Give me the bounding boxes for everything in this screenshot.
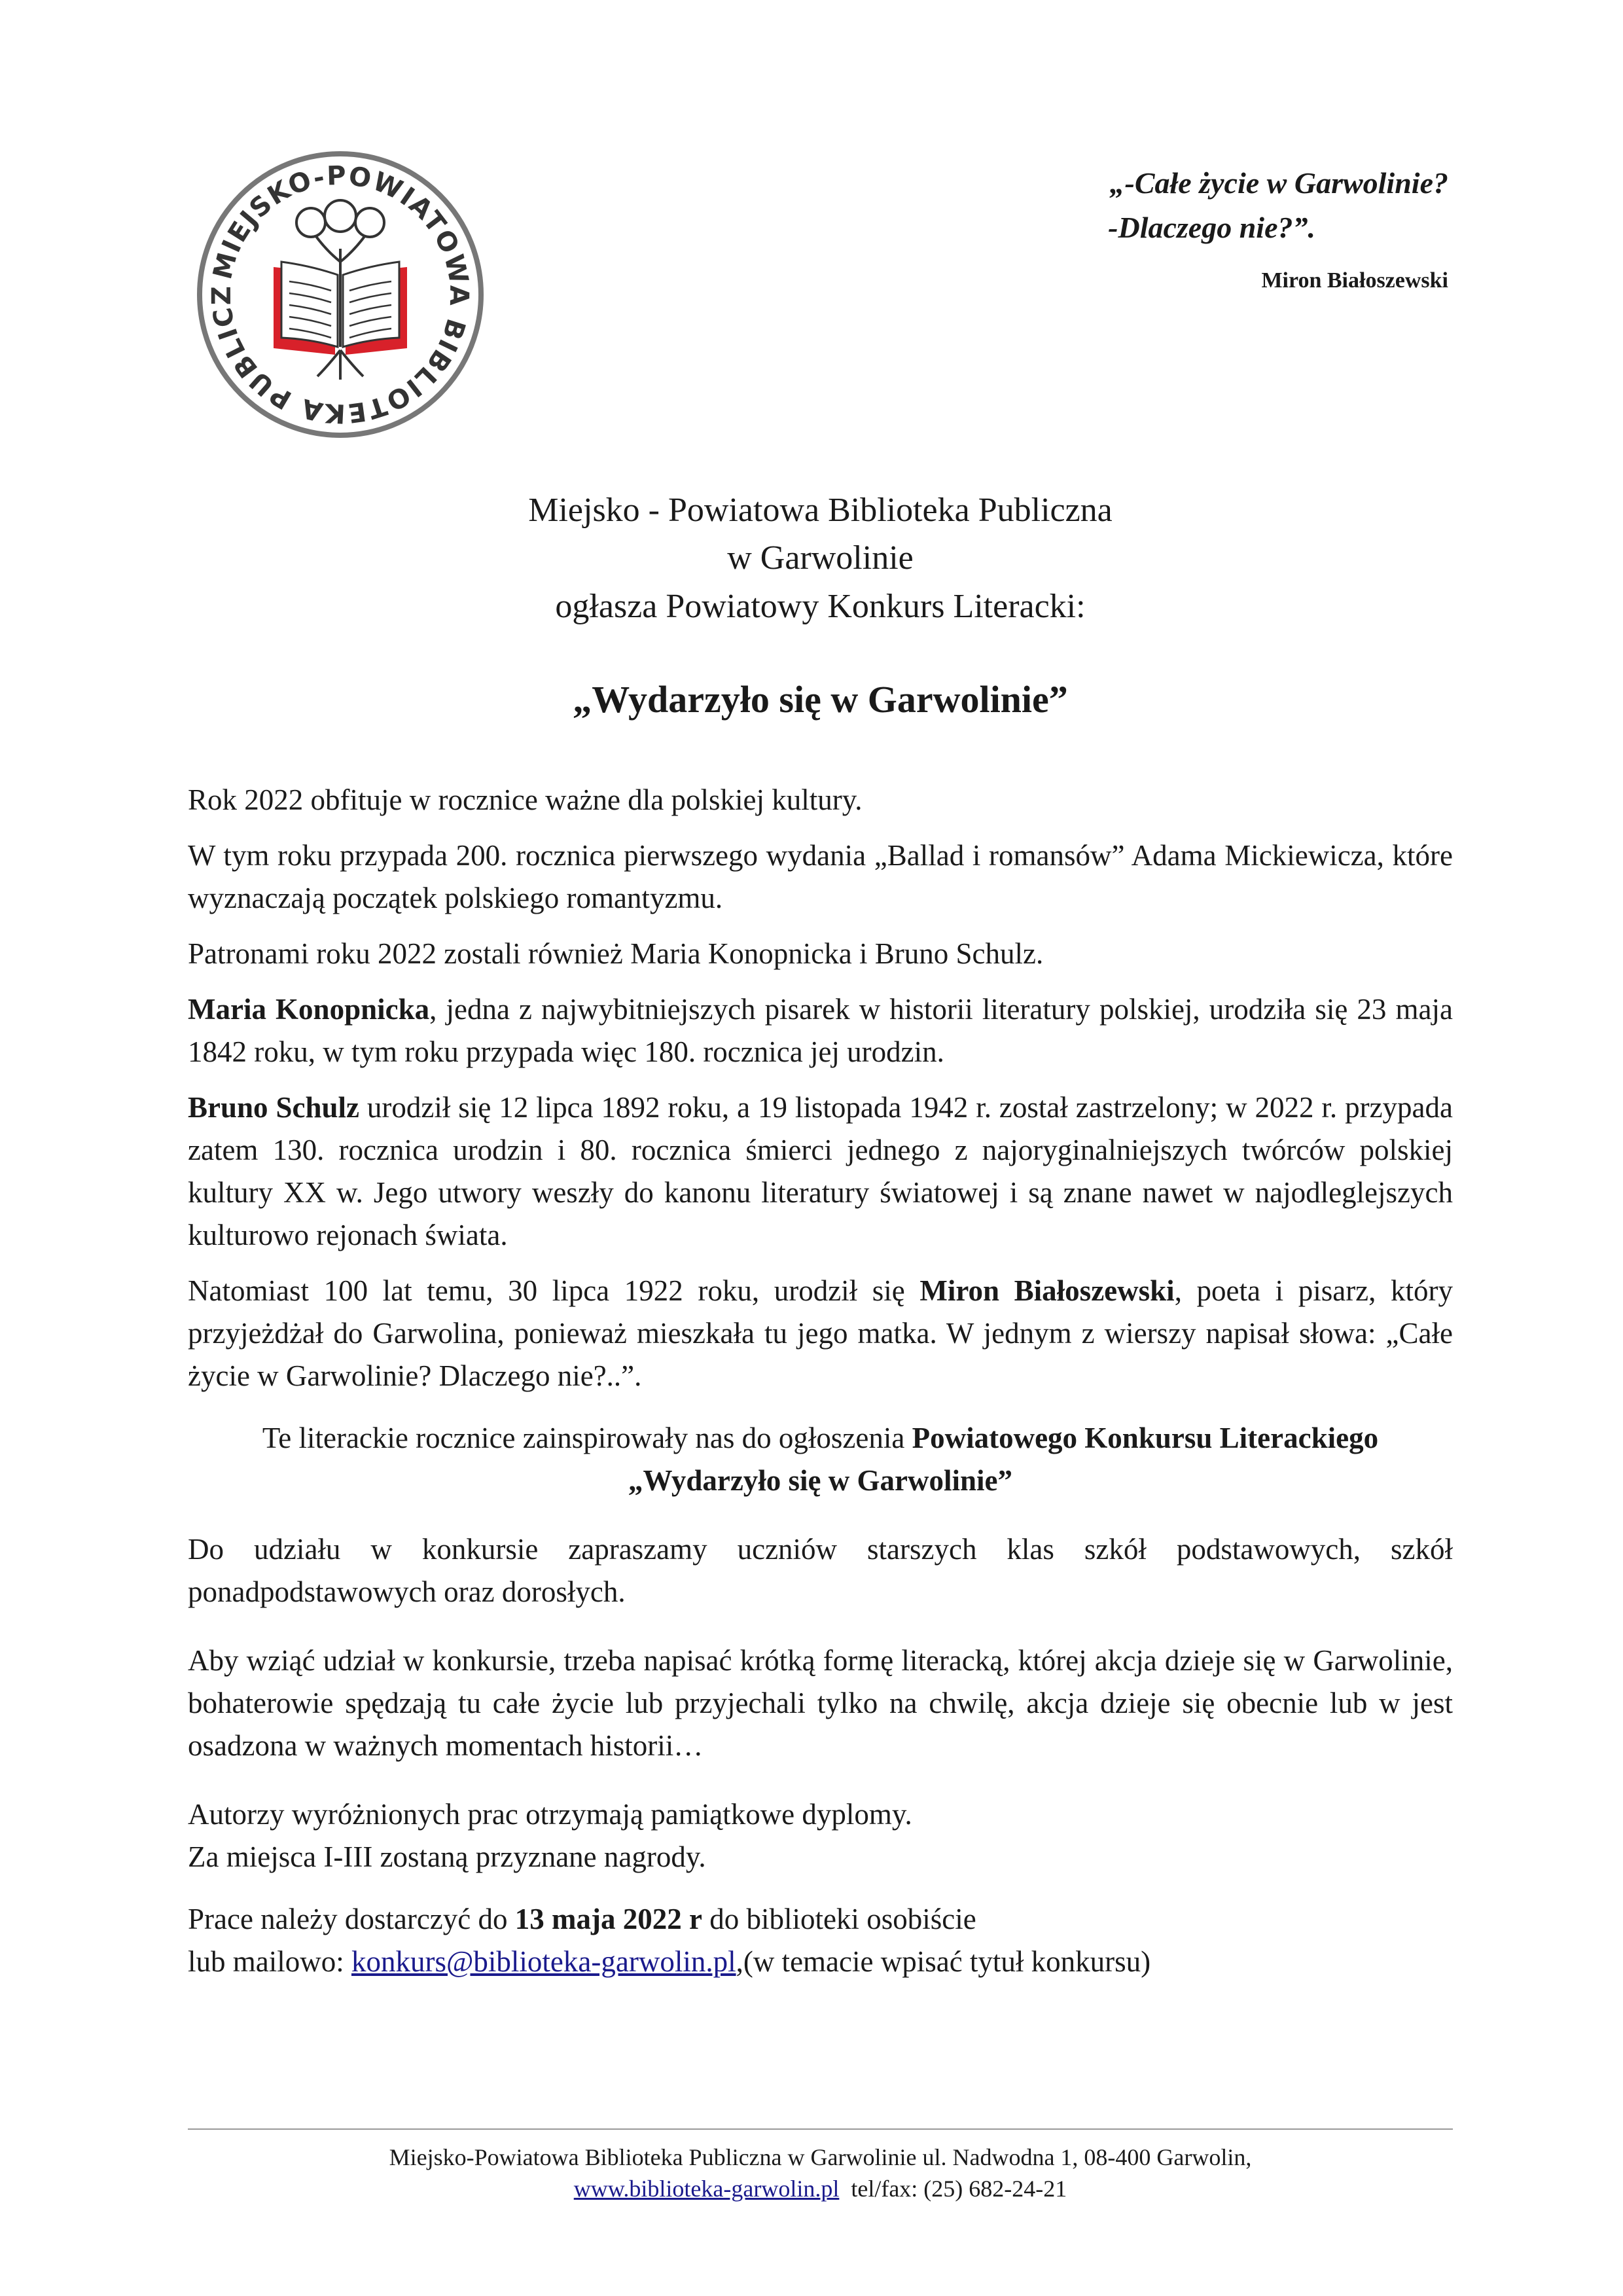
paragraph: Aby wziąć udział w konkursie, trzeba napisać krótką formę literacką, której akcja dzieje się w Garwolinie, bohaterowie spędzają tu całe życie lub przyjechali tylko na chwilę, akcja dzieje się obecnie lub w jest osadzona w ważnych momentach historii… (188, 1644, 1453, 1762)
paragraph-text: ,(w temacie wpisać tytuł konkursu) (736, 1945, 1151, 1978)
paragraph-text: urodził się 12 lipca 1892 roku, a 19 listopada 1942 r. został zastrzelony; w 2022 r. przypada zatem 130. rocznica urodzin i 80. rocznica śmierci jednego z najoryginalniejszych twórców polskiej kultury XX w. Jego utwory weszły do kanonu literatury światowej i są znane nawet w najodleglejszych kulturowo rejonach świata. (188, 1091, 1453, 1251)
paragraph-text: Natomiast 100 lat temu, 30 lipca 1922 roku, urodził się (188, 1274, 920, 1307)
bold-text: Powiatowego Konkursu Literackiego (912, 1422, 1379, 1454)
bold-name: Maria Konopnicka (188, 993, 430, 1026)
website-link[interactable]: www.biblioteka-garwolin.pl (573, 2176, 840, 2202)
paragraph (188, 1941, 1453, 1983)
header-line-2: w Garwolinie (727, 539, 914, 577)
paragraph: W tym roku przypada 200. rocznica pierwszego wydania „Ballad i romansów” Adama Mickiewicza, które wyznaczają początek polskiego romantyzmu. (188, 839, 1453, 914)
paragraph: Rok 2022 obfituje w rocznice ważne dla polskiej kultury. (188, 783, 863, 816)
library-logo (196, 151, 484, 439)
paragraph-text: lub mailowo: (188, 1945, 351, 1978)
paragraph-text: do biblioteki osobiście (702, 1903, 976, 1935)
paragraph: Do udziału w konkursie zapraszamy uczniów starszych klas szkół podstawowych, szkół ponadpodstawowych oraz dorosłych. (188, 1533, 1453, 1608)
paragraph (188, 988, 1453, 1073)
contest-title-repeat: „Wydarzyło się w Garwolinie” (628, 1464, 1013, 1497)
library-logo-icon (196, 151, 484, 439)
bold-name: Miron Białoszewski (919, 1274, 1175, 1307)
email-link[interactable]: konkurs@biblioteka-garwolin.pl (351, 1945, 736, 1978)
footer (188, 2142, 1453, 2204)
paragraph-text: , poeta i pisarz, który przyjeżdżał do Garwolina, ponieważ mieszkała tu jego matka. W jednym z wierszy napisał słowa: „Całe życie w Garwolinie? Dlaczego nie?..”. (188, 1274, 1454, 1392)
bold-date: 13 maja 2022 r (514, 1903, 702, 1935)
motto-author: Miron Białoszewski (1261, 268, 1448, 293)
paragraph: Autorzy wyróżnionych prac otrzymają pamiątkowe dyplomy. (188, 1798, 912, 1831)
body-text (188, 779, 1453, 1996)
motto-line-2: -Dlaczego nie?”. (1108, 211, 1315, 244)
footer-contact (188, 2173, 1453, 2204)
paragraph-text: Te literackie rocznice zainspirowały nas do ogłoszenia (262, 1422, 912, 1454)
bold-name: Bruno Schulz (188, 1091, 359, 1124)
contest-title: „Wydarzyło się w Garwolinie” (573, 678, 1068, 721)
paragraph (188, 1417, 1453, 1460)
header-line-3: ogłasza Powiatowy Konkurs Literacki: (555, 588, 1086, 625)
footer-phone: tel/fax: (25) 682-24-21 (839, 2176, 1067, 2202)
paragraph (188, 1086, 1453, 1257)
paragraph: Patronami roku 2022 zostali również Maria Konopnicka i Bruno Schulz. (188, 937, 1044, 970)
paragraph (188, 1898, 1453, 1941)
paragraph: Za miejsca I-III zostaną przyznane nagrody. (188, 1840, 706, 1873)
logo-ring-text: MIEJSKO-POWIATOWA BIBLIOTEKA PUBLICZ (206, 160, 474, 429)
footer-address: Miejsko-Powiatowa Biblioteka Publiczna w Garwolinie ul. Nadwodna 1, 08-400 Garwolin, (389, 2144, 1252, 2170)
footer-divider (188, 2128, 1453, 2130)
paragraph-text: , jedna z najwybitniejszych pisarek w historii literatury polskiej, urodziła się 23 maja 1842 roku, w tym roku przypada więc 180. rocznica jej urodzin. (188, 993, 1453, 1068)
header-line-1: Miejsko - Powiatowa Biblioteka Publiczna (528, 492, 1113, 529)
paragraph (188, 1270, 1453, 1397)
paragraph-text: Prace należy dostarczyć do (188, 1903, 515, 1935)
motto-line-1: „-Całe życie w Garwolinie? (1109, 166, 1448, 200)
